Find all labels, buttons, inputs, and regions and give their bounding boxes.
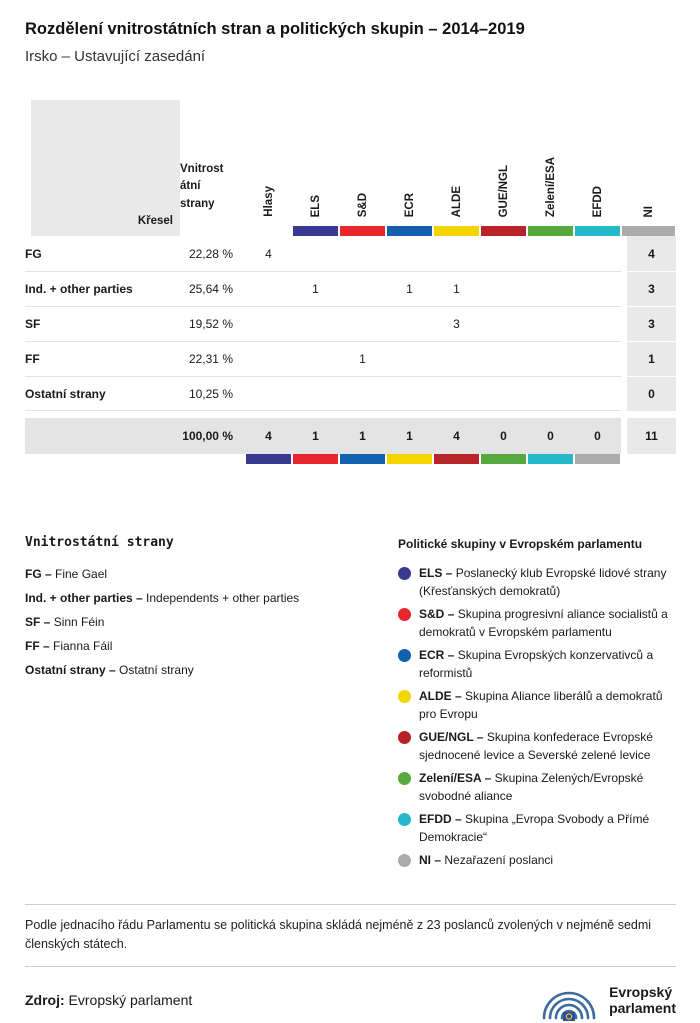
group-seat-count — [527, 306, 574, 341]
party-fullname: Fianna Fáil — [53, 639, 113, 653]
total-seats: 11 — [621, 418, 676, 454]
row-total-seats: 3 — [621, 271, 676, 306]
group-seat-count: 1 — [339, 341, 386, 376]
group-seat-count — [339, 236, 386, 271]
divider — [25, 904, 676, 905]
party-legend-item — [25, 567, 398, 581]
party-legend — [25, 535, 398, 876]
group-color-bar — [621, 226, 676, 236]
party-name: SF — [25, 306, 180, 341]
source-line — [25, 992, 192, 1008]
group-abbr: NI – — [419, 853, 442, 867]
corner-label-line: Vnitrost — [180, 162, 224, 175]
group-abbr: EFDD – — [419, 812, 462, 826]
header-bar-spacer — [180, 226, 292, 236]
group-seat-count — [527, 376, 574, 411]
group-seat-count — [245, 376, 292, 411]
group-abbr: Zelení/ESA – — [419, 771, 492, 785]
group-seat-count — [480, 271, 527, 306]
group-color-bar — [386, 226, 433, 236]
color-bar — [340, 226, 385, 236]
group-column-header — [527, 100, 574, 226]
logo-text-line2: parlament — [609, 999, 676, 1016]
group-legend-text — [419, 606, 676, 641]
group-color-bar — [339, 454, 386, 464]
group-legend-text — [419, 811, 676, 846]
group-seat-count: 3 — [433, 306, 480, 341]
group-seat-count — [245, 306, 292, 341]
row-total-seats: 3 — [621, 306, 676, 341]
european-parliament-logo — [538, 977, 676, 1023]
group-seat-count — [574, 376, 621, 411]
group-description: Skupina „Evropa Svobody a Přímé Demokracie“ — [419, 812, 650, 844]
group-color-dot — [398, 731, 411, 744]
group-header-label: NI — [642, 205, 655, 217]
party-fullname: Fine Gael — [55, 567, 108, 581]
group-color-dot — [398, 813, 411, 826]
votes-header-label: Hlasy — [262, 186, 275, 217]
party-legend-item — [25, 639, 398, 653]
group-legend-text — [419, 729, 676, 764]
group-seat-count — [245, 271, 292, 306]
group-description: Skupina progresivní aliance socialistů a demokratů v Evropském parlamentu — [419, 607, 668, 639]
group-legend-item — [398, 606, 676, 641]
table-spacer-row — [25, 411, 676, 418]
group-abbr: S&D – — [419, 607, 455, 621]
group-color-bar — [527, 454, 574, 464]
party-abbr: FG – — [25, 567, 52, 581]
logo-text — [609, 984, 676, 1016]
party-name: Ostatní strany — [25, 376, 180, 411]
group-legend-item — [398, 770, 676, 805]
group-legend-item — [398, 647, 676, 682]
group-legend-item — [398, 729, 676, 764]
group-seat-count — [574, 306, 621, 341]
party-abbr: Ind. + other parties – — [25, 591, 143, 605]
group-legend-text — [419, 647, 676, 682]
footnote: Podle jednacího řádu Parlamentu se politická skupina skládá nejméně z 23 poslanců zvolených v nejméně sedmi členských státech. — [25, 917, 652, 951]
total-row-label — [25, 418, 180, 454]
group-seat-count — [527, 236, 574, 271]
party-abbr: SF – — [25, 615, 51, 629]
group-seat-count: 1 — [386, 271, 433, 306]
group-legend-item — [398, 565, 676, 600]
color-bar — [528, 454, 573, 464]
table-corner-label — [180, 100, 245, 226]
total-group-seats: 4 — [433, 418, 480, 454]
party-legend-title: Vnitrostátní strany — [25, 535, 174, 550]
group-color-bar — [339, 226, 386, 236]
group-seat-count: 1 — [433, 271, 480, 306]
color-bar — [387, 454, 432, 464]
group-seat-count — [433, 341, 480, 376]
group-seat-count — [433, 376, 480, 411]
party-votes: 22,28 % — [188, 246, 233, 261]
corner-label-line: átní — [180, 180, 201, 193]
group-legend-item — [398, 852, 676, 870]
source-row — [25, 977, 676, 1023]
group-seat-count — [386, 306, 433, 341]
party-name: FF — [25, 341, 180, 376]
party-name: Ind. + other parties — [25, 271, 180, 306]
group-header-label: ALDE — [450, 185, 463, 217]
group-column-header — [339, 100, 386, 226]
party-votes: 25,64 % — [180, 271, 245, 306]
color-bar — [246, 454, 291, 464]
group-column-header — [433, 100, 480, 226]
party-abbr: Ostatní strany – — [25, 663, 116, 677]
total-bar-spacer — [25, 454, 245, 464]
group-header-label: GUE/NGL — [497, 164, 510, 217]
group-description: Nezařazení poslanci — [444, 853, 554, 867]
party-legend-item — [25, 591, 398, 605]
corner-label-line: strany — [180, 198, 215, 211]
group-seat-count — [339, 376, 386, 411]
group-legend — [398, 535, 676, 876]
group-header-label: ECR — [403, 192, 416, 217]
page-subtitle: Irsko – Ustavující zasedání — [25, 48, 206, 65]
group-legend-text — [419, 852, 553, 870]
group-seat-count — [292, 376, 339, 411]
group-seat-count — [292, 306, 339, 341]
group-column-header — [574, 100, 621, 226]
group-seat-count — [386, 341, 433, 376]
group-description: Skupina konfederace Evropské sjednocené levice a Severské zelené levice — [419, 730, 653, 762]
row-total-seats: 0 — [621, 376, 676, 411]
row-total-seats: 4 — [621, 236, 676, 271]
seats-column-header: Křesel — [25, 100, 180, 236]
group-abbr: GUE/NGL – — [419, 730, 484, 744]
group-seat-count — [480, 376, 527, 411]
parliament-hemicycle-icon — [538, 977, 600, 1023]
group-header-label: EFDD — [591, 185, 604, 217]
group-column-header — [386, 100, 433, 226]
color-bar — [622, 226, 675, 236]
votes-column-header — [245, 100, 292, 226]
group-abbr: ELS – — [419, 566, 453, 580]
group-color-bar — [574, 454, 621, 464]
party-fullname: Ostatní strany — [119, 663, 194, 677]
group-color-dot — [398, 854, 411, 867]
divider — [25, 966, 676, 967]
group-seat-count — [574, 236, 621, 271]
logo-text-line1: Evropský — [609, 983, 673, 1000]
group-seat-count — [574, 271, 621, 306]
group-column-header — [480, 100, 527, 226]
group-color-dot — [398, 649, 411, 662]
group-color-dot — [398, 567, 411, 580]
group-seat-count: 1 — [292, 271, 339, 306]
group-header-label: Zelení/ESA — [544, 156, 557, 217]
party-name: FG — [25, 246, 42, 261]
group-description: Skupina Zelených/Evropské svobodné aliance — [419, 771, 644, 803]
total-group-seats: 4 — [245, 418, 292, 454]
total-group-seats: 1 — [339, 418, 386, 454]
group-color-dot — [398, 772, 411, 785]
color-bar — [481, 454, 526, 464]
group-seat-count — [527, 271, 574, 306]
group-color-bar — [433, 226, 480, 236]
source-value: Evropský parlament — [68, 991, 193, 1008]
total-group-seats: 0 — [574, 418, 621, 454]
group-seat-count — [245, 341, 292, 376]
party-votes: 19,52 % — [180, 306, 245, 341]
total-group-seats: 0 — [480, 418, 527, 454]
row-total-seats: 1 — [621, 341, 676, 376]
group-seat-count — [292, 341, 339, 376]
color-bar — [434, 454, 479, 464]
group-seat-count — [386, 236, 433, 271]
group-seat-count — [292, 236, 339, 271]
party-votes: 22,31 % — [180, 341, 245, 376]
group-color-bar — [386, 454, 433, 464]
total-group-seats: 0 — [527, 418, 574, 454]
group-seat-count — [339, 306, 386, 341]
party-votes: 10,25 % — [180, 376, 245, 411]
group-description: Skupina Aliance liberálů a demokratů pro Evropu — [419, 689, 663, 721]
color-bar — [575, 226, 620, 236]
group-legend-text — [419, 565, 676, 600]
group-color-bar — [480, 454, 527, 464]
color-bar — [293, 454, 338, 464]
group-legend-item — [398, 688, 676, 723]
legends-section — [25, 535, 676, 876]
group-seat-count — [527, 341, 574, 376]
group-abbr: ALDE – — [419, 689, 462, 703]
group-seat-count — [574, 341, 621, 376]
group-column-header — [292, 100, 339, 226]
group-legend-title: Politické skupiny v Evropském parlamentu — [398, 537, 643, 551]
group-color-bar — [245, 454, 292, 464]
group-seat-count: 4 — [265, 246, 272, 261]
party-abbr: FF – — [25, 639, 50, 653]
group-color-bar — [480, 226, 527, 236]
color-bar — [481, 226, 526, 236]
group-color-bar — [433, 454, 480, 464]
group-color-bar — [292, 454, 339, 464]
group-color-dot — [398, 690, 411, 703]
page-title: Rozdělení vnitrostátních stran a politických skupin – 2014–2019 — [25, 20, 525, 38]
group-header-label: S&D — [356, 192, 369, 217]
group-color-bar — [574, 226, 621, 236]
party-legend-item — [25, 615, 398, 629]
source-label: Zdroj: — [25, 991, 65, 1008]
group-seat-count — [480, 341, 527, 376]
group-color-dot — [398, 608, 411, 621]
group-seat-count — [339, 271, 386, 306]
group-seat-count — [480, 306, 527, 341]
party-legend-item — [25, 663, 398, 677]
group-seat-count — [480, 236, 527, 271]
group-header-label: ELS — [309, 194, 322, 217]
total-group-seats: 1 — [292, 418, 339, 454]
group-description: Skupina Evropských konzervativců a reformistů — [419, 648, 654, 680]
group-legend-text — [419, 688, 676, 723]
group-legend-item — [398, 811, 676, 846]
group-seat-count — [386, 376, 433, 411]
results-table — [25, 100, 676, 464]
color-bar — [340, 454, 385, 464]
group-abbr: ECR – — [419, 648, 455, 662]
color-bar — [387, 226, 432, 236]
group-legend-text — [419, 770, 676, 805]
group-color-bar — [292, 226, 339, 236]
party-fullname: Independents + other parties — [146, 591, 300, 605]
color-bar — [575, 454, 620, 464]
color-bar — [528, 226, 573, 236]
group-color-bar — [527, 226, 574, 236]
total-group-seats: 1 — [386, 418, 433, 454]
color-bar — [434, 226, 479, 236]
party-fullname: Sinn Féin — [53, 615, 105, 629]
group-column-header — [621, 100, 676, 226]
total-votes: 100,00 % — [180, 418, 245, 454]
group-seat-count — [433, 236, 480, 271]
color-bar — [293, 226, 338, 236]
group-description: Poslanecký klub Evropské lidové strany (Křesťanských demokratů) — [419, 566, 667, 598]
